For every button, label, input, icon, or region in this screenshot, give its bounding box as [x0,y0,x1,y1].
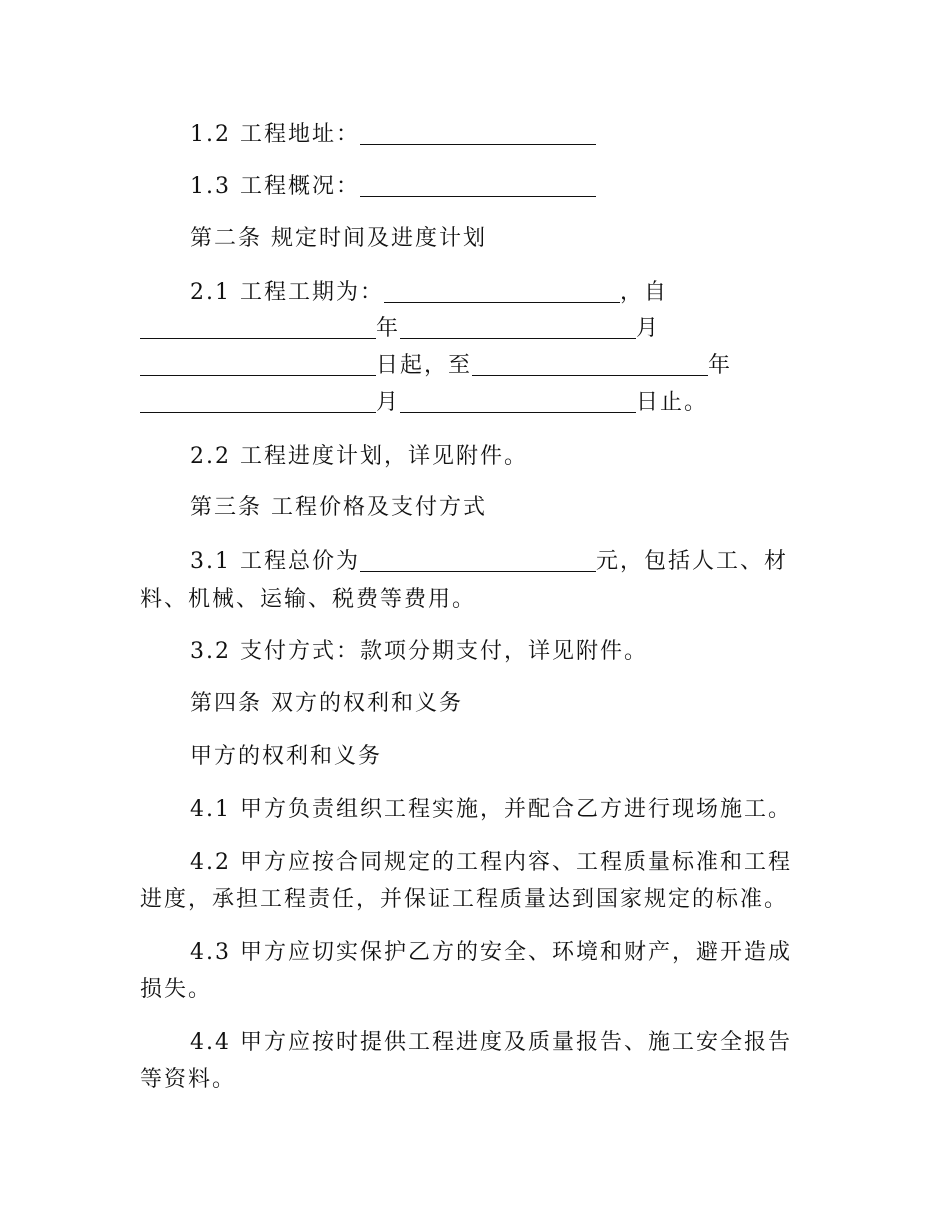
end-date-line [140,385,820,421]
month-label: 月 [636,316,661,341]
clause-4-1: 4.1 甲方负责组织工程实施，并配合乙方进行现场施工。 [190,797,792,822]
article-2-heading: 第二条 规定时间及进度计划 [190,226,487,251]
clause-1-2-text: 1.2 工程地址： [190,122,360,147]
clause-4-2-line-1: 4.2 甲方应按合同规定的工程内容、工程质量标准和工程 [190,850,792,875]
start-month-blank[interactable] [400,314,636,339]
clause-3-1-text: 3.1 工程总价为 [190,549,360,574]
end-month-label: 月 [376,390,401,415]
end-year-label: 年 [708,353,733,378]
end-year-blank[interactable] [472,351,708,376]
end-day-label: 日止。 [636,390,709,415]
clause-4-3-line-2: 损失。 [140,977,213,1002]
clause-4-4-line-2: 等资料。 [140,1067,237,1092]
clause-1-3-text: 1.3 工程概况： [190,174,360,199]
clause-4-3-line-1: 4.3 甲方应切实保护乙方的安全、环境和财产，避开造成 [190,940,792,965]
start-date-line-1 [140,311,820,347]
clause-3-1-continuation: 料、机械、运输、税费等费用。 [140,587,477,612]
clause-1-2-line [140,117,820,153]
clause-4-4-line-1: 4.4 甲方应按时提供工程进度及质量报告、施工安全报告 [190,1030,792,1055]
article-4-heading: 第四条 双方的权利和义务 [190,691,463,716]
clause-2-1-text: 2.1 工程工期为： [190,280,384,305]
clause-2-2: 2.2 工程进度计划，详见附件。 [190,444,528,469]
start-year-blank[interactable] [140,314,376,339]
clause-2-1-line [140,275,820,311]
duration-blank[interactable] [384,278,620,303]
clause-2-1-after: ，自 [619,280,668,305]
party-a-heading: 甲方的权利和义务 [190,744,383,769]
article-3-heading: 第三条 工程价格及支付方式 [190,495,487,520]
clause-3-1-after: 元，包括人工、材 [595,549,788,574]
day-start-label: 日起，至 [376,353,473,378]
clause-3-1-line [140,544,820,580]
start-date-line-2 [140,348,820,384]
end-day-blank[interactable] [400,388,636,413]
address-blank[interactable] [360,120,596,145]
total-price-blank[interactable] [360,547,596,572]
end-month-blank[interactable] [140,388,376,413]
clause-3-2: 3.2 支付方式：款项分期支付，详见附件。 [190,639,648,664]
clause-4-2-line-2: 进度，承担工程责任，并保证工程质量达到国家规定的标准。 [140,887,789,912]
start-day-blank[interactable] [140,351,376,376]
clause-1-3-line [140,169,820,205]
overview-blank[interactable] [360,172,596,197]
year-label: 年 [376,316,401,341]
